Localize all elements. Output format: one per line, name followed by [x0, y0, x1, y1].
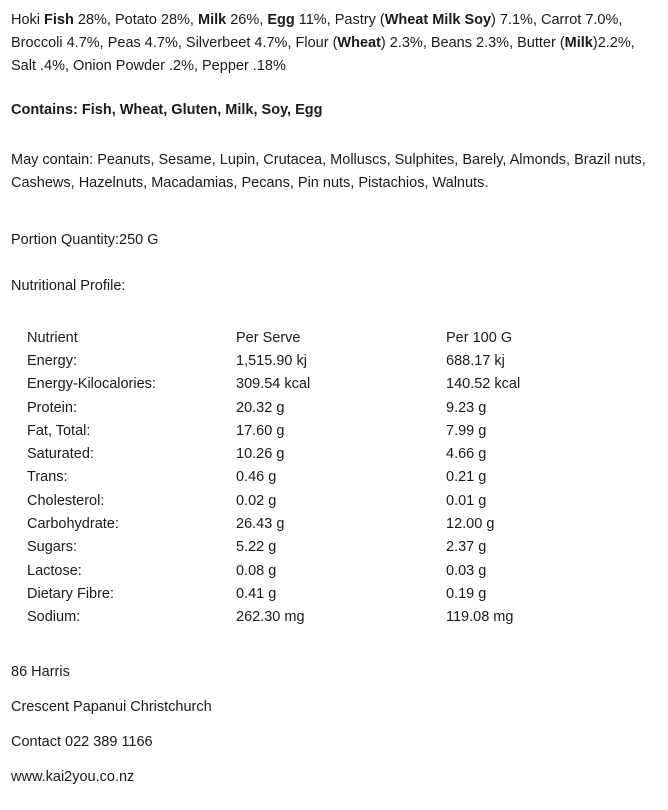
nutrition-row [27, 466, 520, 489]
allergen-ingredient: Fish [44, 12, 74, 28]
per-serve-value: 10.26 g [236, 446, 285, 463]
allergen-ingredient: Wheat [337, 35, 381, 51]
nutrition-row [27, 349, 520, 372]
nutrition-row [27, 489, 520, 512]
nutrient-name: Sodium: [27, 609, 81, 626]
allergen-ingredient: Egg [267, 12, 295, 28]
per-serve-value: 0.08 g [236, 562, 277, 579]
per-100g-value: 140.52 kcal [446, 376, 521, 393]
portion-quantity: Portion Quantity:250 G [11, 232, 159, 248]
allergen-ingredient: Milk [198, 12, 227, 28]
nutrient-name: Lactose: [27, 562, 82, 579]
per-serve-value: Per Serve [236, 329, 301, 346]
per-100g-value: 119.08 mg [446, 609, 514, 626]
nutrient-name: Saturated: [27, 446, 94, 463]
per-serve-value: 0.02 g [236, 492, 277, 509]
nutrient-name: Dietary Fibre: [27, 585, 115, 602]
allergen-ingredient: Milk [564, 35, 593, 51]
nutrition-row [27, 419, 520, 442]
per-serve-value: 5.22 g [236, 539, 277, 556]
ingredient-text: Hoki [11, 12, 45, 28]
ingredient-text: 26%, [226, 12, 268, 28]
per-100g-value: 688.17 kj [446, 352, 505, 369]
per-100g-value: Per 100 G [446, 329, 513, 346]
nutrition-row [27, 606, 520, 629]
per-100g-value: 2.37 g [446, 539, 487, 556]
nutrient-name: Energy: [27, 352, 77, 369]
nutrition-row [27, 536, 520, 559]
per-100g-value: 9.23 g [446, 399, 487, 416]
address-line-2: Crescent Papanui Christchurch [11, 699, 212, 715]
nutrition-header-row [27, 326, 520, 349]
ingredient-text: 11%, Pastry ( [294, 12, 385, 28]
nutrition-table [27, 326, 520, 629]
nutrient-name: Nutrient [27, 329, 78, 346]
nutrition-row [27, 442, 520, 465]
per-serve-value: 26.43 g [236, 516, 285, 533]
per-serve-value: 0.41 g [236, 585, 277, 602]
per-serve-value: 309.54 kcal [236, 376, 311, 393]
contact-phone: Contact 022 389 1166 [11, 734, 153, 750]
nutritional-profile-label: Nutritional Profile: [11, 278, 126, 294]
nutrient-name: Fat, Total: [27, 422, 91, 439]
per-100g-value: 7.99 g [446, 422, 487, 439]
nutrient-name: Cholesterol: [27, 492, 105, 509]
allergen-may-contain: May contain: Peanuts, Sesame, Lupin, Crutacea, Molluscs, Sulphites, Barely, Almonds, Brazil nuts, Cashews, Hazelnuts, Macadamias, Pecans, Pin nuts, Pistachios, Walnuts. [11, 152, 646, 191]
per-serve-value: 262.30 mg [236, 609, 305, 626]
nutrient-name: Trans: [27, 469, 68, 486]
ingredient-text: ) 2.3%, Beans 2.3%, Butter ( [380, 35, 565, 51]
per-serve-value: 20.32 g [236, 399, 285, 416]
per-100g-value: 4.66 g [446, 446, 487, 463]
per-100g-value: 0.01 g [446, 492, 487, 509]
nutrition-row [27, 582, 520, 605]
nutrition-row [27, 559, 520, 582]
website-link[interactable]: www.kai2you.co.nz [11, 769, 135, 785]
nutrient-name: Energy-Kilocalories: [27, 376, 156, 393]
per-serve-value: 17.60 g [236, 422, 285, 439]
nutrition-row [27, 373, 520, 396]
address-line-1: 86 Harris [11, 664, 70, 680]
nutrition-row [27, 512, 520, 535]
ingredient-text: ) 7.1%, Carrot 7.0%, Broccoli 4.7%, Peas 4.7%, Silverbeet 4.7%, Flour ( [11, 12, 623, 51]
per-100g-value: 0.03 g [446, 562, 487, 579]
ingredient-text: 28%, Potato 28%, [73, 12, 198, 28]
per-100g-value: 0.19 g [446, 585, 487, 602]
per-100g-value: 12.00 g [446, 516, 495, 533]
per-serve-value: 1,515.90 kj [236, 352, 307, 369]
allergen-contains: Contains: Fish, Wheat, Gluten, Milk, Soy, Egg [11, 102, 323, 118]
per-100g-value: 0.21 g [446, 469, 487, 486]
ingredients-list [11, 9, 661, 78]
nutrition-row [27, 396, 520, 419]
allergen-ingredient: Wheat Milk Soy [384, 12, 492, 28]
nutrient-name: Sugars: [27, 539, 77, 556]
nutrient-name: Carbohydrate: [27, 516, 119, 533]
ingredient-text: )2.2%, Salt .4%, Onion Powder .2%, Pepper .18% [11, 35, 635, 74]
per-serve-value: 0.46 g [236, 469, 277, 486]
nutrient-name: Protein: [27, 399, 77, 416]
